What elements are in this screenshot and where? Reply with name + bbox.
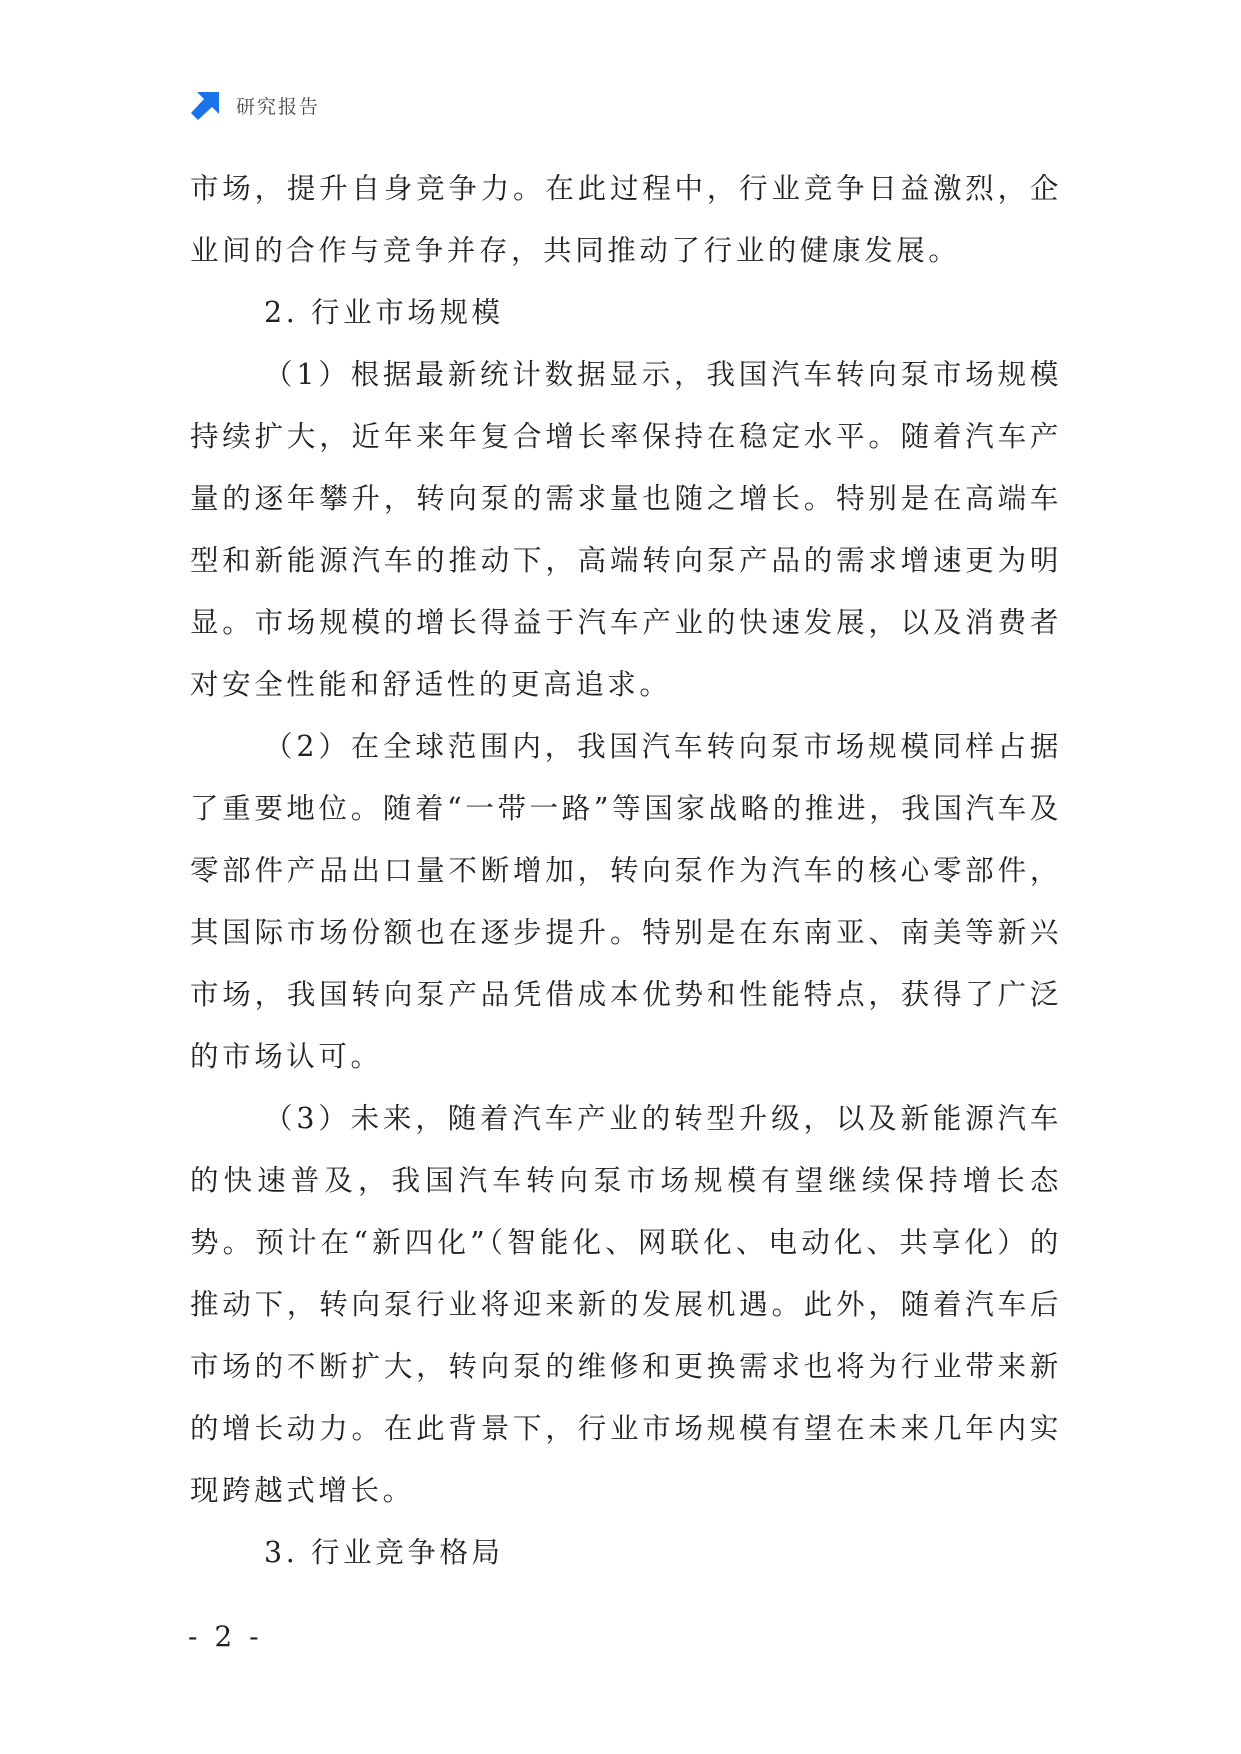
- document-body: [190, 158, 1062, 1584]
- report-header: [190, 88, 320, 122]
- paragraph-market-size-1: （1）根据最新统计数据显示，我国汽车转向泵市场规模持续扩大，近年来年复合增长率保持在稳定水平。随着汽车产量的逐年攀升，转向泵的需求量也随之增长。特别是在高端车型和新能源汽车的推动下，高端转向泵产品的需求增速更为明显。市场规模的增长得益于汽车产业的快速发展，以及消费者对安全性能和舒适性的更高追求。: [190, 358, 1062, 701]
- arrow-up-right-icon: [190, 89, 222, 121]
- section-heading-market-size: 2. 行业市场规模: [264, 296, 504, 329]
- paragraph-market-size-2: （2）在全球范围内，我国汽车转向泵市场规模同样占据了重要地位。随着“一带一路”等国家战略的推进，我国汽车及零部件产品出口量不断增加，转向泵作为汽车的核心零部件，其国际市场份额也在逐步提升。特别是在东南亚、南美等新兴市场，我国转向泵产品凭借成本优势和性能特点，获得了广泛的市场认可。: [190, 730, 1062, 1073]
- section-heading-competition: 3. 行业竞争格局: [264, 1536, 504, 1569]
- header-label: 研究报告: [236, 95, 321, 118]
- paragraph-market-size-3: （3）未来，随着汽车产业的转型升级，以及新能源汽车的快速普及，我国汽车转向泵市场规模有望继续保持增长态势。预计在“新四化”（智能化、网联化、电动化、共享化）的推动下，转向泵行业将迎来新的发展机遇。此外，随着汽车后市场的不断扩大，转向泵的维修和更换需求也将为行业带来新的增长动力。在此背景下，行业市场规模有望在未来几年内实现跨越式增长。: [190, 1102, 1062, 1507]
- paragraph-continuation: 市场，提升自身竞争力。在此过程中，行业竞争日益激烈，企业间的合作与竞争并存，共同推动了行业的健康发展。: [190, 172, 1062, 267]
- page-number: - 2 -: [188, 1620, 263, 1653]
